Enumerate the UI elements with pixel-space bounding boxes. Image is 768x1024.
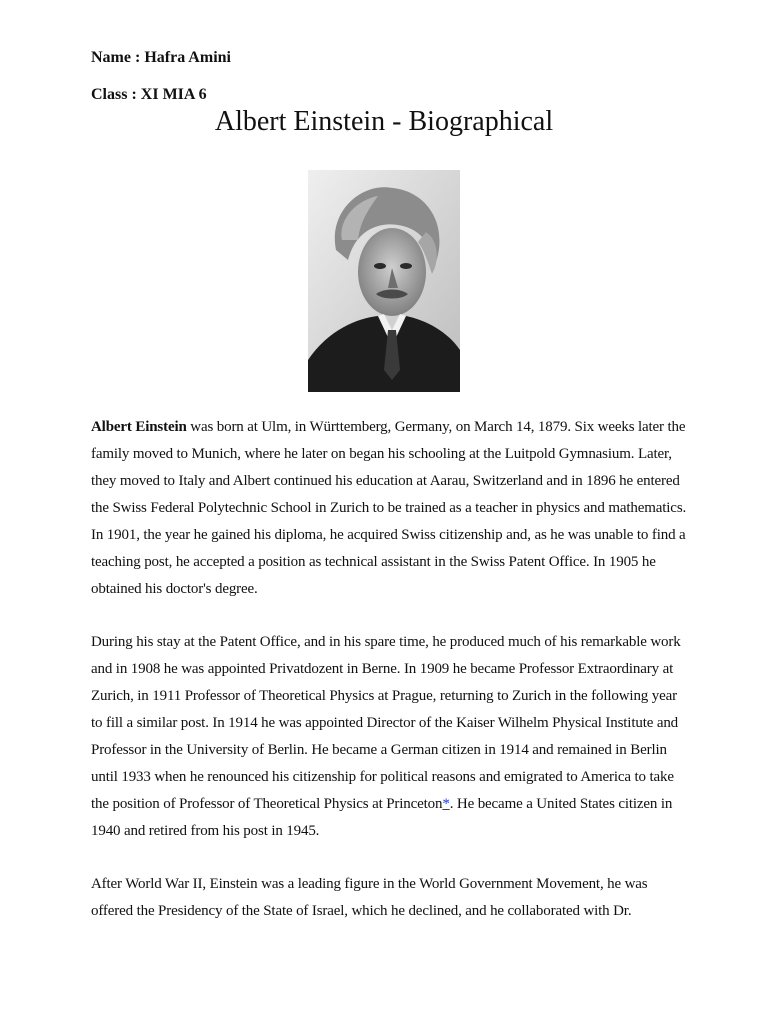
portrait-photo-icon [308, 170, 460, 392]
paragraph-2-text-after: . He became a United States citizen in 1940 and retired from his post in 1945. [91, 796, 673, 839]
paragraph-1 [91, 414, 691, 603]
paragraph-1-text: was born at Ulm, in Württemberg, Germany, on March 14, 1879. Six weeks later the family moved to Munich, where he later on began his schooling at the Luitpold Gymnasium. Later, they moved to Italy and Albert continued his education at Aarau, Switzerland and in 1896 he entered the Swiss Federal Polytechnic School in Zurich to be trained as a teacher in physics and mathematics. In 1901, the year he gained his diploma, he acquired Swiss citizenship and, as he was unable to find a teaching post, he accepted a position as technical assistant in the Swiss Patent Office. In 1905 he obtained his doctor's degree. [91, 419, 687, 597]
student-class: Class : XI MIA 6 [91, 86, 207, 103]
paragraph-3-text: After World War II, Einstein was a leading figure in the World Government Movement, he was offered the Presidency of the State of Israel, which he declined, and he collaborated with Dr. [91, 876, 648, 919]
lead-name: Albert Einstein [91, 419, 187, 435]
page-title: Albert Einstein - Biographical [214, 106, 554, 137]
paragraph-3 [91, 871, 691, 925]
footnote-link[interactable]: * [442, 796, 450, 812]
biography-text [91, 414, 691, 951]
student-name: Name : Hafra Amini [91, 49, 231, 66]
paragraph-2 [91, 629, 691, 845]
paragraph-2-text-before: During his stay at the Patent Office, and in his spare time, he produced much of his remarkable work and in 1908 he was appointed Privatdozent in Berne. In 1909 he became Professor Extraordinary at Zurich, in 1911 Professor of Theoretical Physics at Prague, returning to Zurich in the following year to fill a similar post. In 1914 he was appointed Director of the Kaiser Wilhelm Physical Institute and Professor in the University of Berlin. He became a German citizen in 1914 and remained in Berlin until 1933 when he renounced his citizenship for political reasons and emigrated to America to take the position of Professor of Theoretical Physics at Princeton [91, 634, 681, 812]
